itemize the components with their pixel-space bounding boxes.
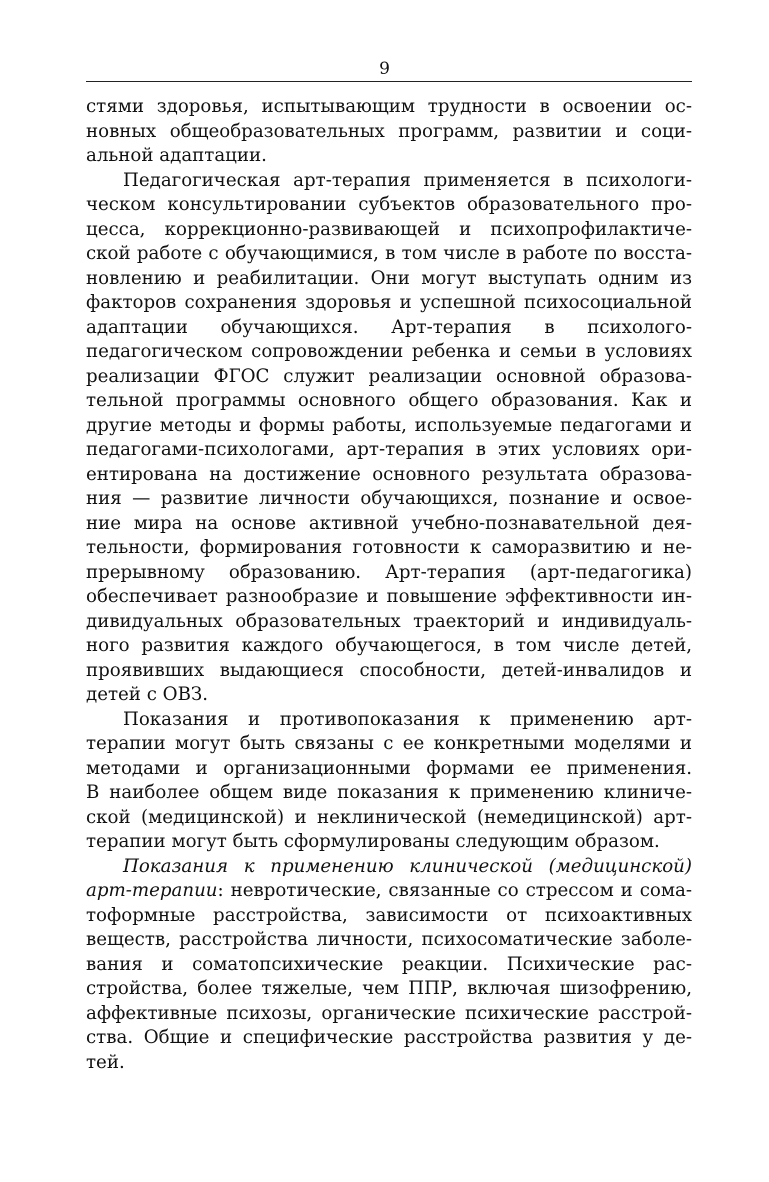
line-text: ской работе с обучающимися, в том числе в работе по восста-	[86, 243, 692, 264]
text-line	[86, 463, 692, 488]
text-line	[86, 879, 692, 904]
paragraph	[86, 169, 692, 708]
text-line	[86, 291, 692, 316]
line-text: тоформные расстройства, зависимости от психоактивных	[86, 904, 692, 926]
line-text: новлению и реабилитации. Они могут выступать одним из	[86, 267, 692, 289]
text-line	[86, 561, 692, 586]
line-text: обеспечивает разнообразие и повышение эффективности ин-	[86, 586, 692, 607]
line-text: тельной программы основного общего образования. Как и	[86, 390, 692, 411]
line-text: другие методы и формы работы, используемые педагогами и	[86, 414, 692, 436]
text-line	[86, 389, 692, 414]
text-line	[86, 487, 692, 512]
paragraph	[86, 95, 692, 169]
line-text: реализации ФГОС служит реализации основной образова-	[86, 365, 692, 387]
line-text: В наиболее общем виде показания к применению клиниче-	[86, 782, 692, 803]
line-text: ческом консультировании субъектов образовательного про-	[86, 194, 692, 215]
text-line	[86, 1002, 692, 1027]
text-line	[86, 928, 692, 953]
text-line	[86, 512, 692, 537]
text-line	[86, 144, 692, 169]
text-line	[86, 169, 692, 194]
page-number: 9	[379, 59, 390, 79]
line-text: адаптации обучающихся. Арт-терапия в психолого-	[86, 316, 692, 338]
text-line	[86, 708, 692, 733]
line-text: : невротические, связанные со стрессом и сома-	[217, 880, 692, 901]
line-text: детей с ОВЗ.	[86, 684, 209, 705]
line-text: вания и соматопсихические реакции. Психические рас-	[86, 953, 692, 975]
text-line	[86, 438, 692, 463]
text-line	[86, 340, 692, 365]
text-line	[86, 977, 692, 1002]
text-line	[86, 316, 692, 341]
line-text: ской (медицинской) и неклинической (немедицинской) арт-	[86, 806, 692, 828]
body-text	[86, 95, 692, 1075]
text-line	[86, 414, 692, 439]
line-text: веществ, расстройства личности, психосоматические заболе-	[86, 929, 692, 950]
line-text: терапии могут быть сформулированы следующим образом.	[86, 831, 660, 852]
text-line	[86, 267, 692, 292]
text-line	[86, 536, 692, 561]
text-line	[86, 953, 692, 978]
text-line	[86, 904, 692, 929]
line-text: педагогами-психологами, арт-терапия в этих условиях ори-	[86, 439, 692, 460]
text-line	[86, 757, 692, 782]
line-text: педагогическом сопровождении ребенка и семьи в условиях	[86, 341, 692, 362]
line-text: альной адаптации.	[86, 145, 267, 166]
paragraph	[86, 708, 692, 855]
line-text: методами и организационными формами ее применения.	[86, 757, 692, 779]
line-text: ства. Общие и специфические расстройства развития у де-	[86, 1027, 692, 1048]
text-line	[86, 732, 692, 757]
line-text: стройства, более тяжелые, чем ППР, включая шизофрению,	[86, 978, 692, 999]
line-text: Педагогическая арт-терапия применяется в психологи-	[123, 169, 692, 191]
text-line	[86, 830, 692, 855]
line-text: цесса, коррекционно-развивающей и психопрофилактиче-	[86, 218, 692, 240]
text-line	[86, 242, 692, 267]
line-text: тей.	[86, 1051, 125, 1073]
line-text: новных общеобразовательных программ, развитии и соци-	[86, 120, 692, 142]
line-text: проявивших выдающиеся способности, детей-инвалидов и	[86, 659, 692, 681]
text-line	[86, 218, 692, 243]
text-line	[86, 193, 692, 218]
text-line	[86, 634, 692, 659]
header-rule	[86, 81, 692, 82]
line-text: тельности, формирования готовности к саморазвитию и не-	[86, 537, 692, 558]
line-text: ния — развитие личности обучающихся, познание и освое-	[86, 488, 692, 509]
text-line	[86, 683, 692, 708]
line-text: факторов сохранения здоровья и успешной психосоциальной	[86, 292, 692, 313]
line-text: терапии могут быть связаны с ее конкретными моделями и	[86, 733, 692, 754]
line-text: аффективные психозы, органические психические расстрой-	[86, 1002, 692, 1024]
line-text: дивидуальных образовательных траекторий и индивидуаль-	[86, 610, 692, 632]
text-line	[86, 120, 692, 145]
paragraph	[86, 855, 692, 1076]
line-text: стями здоровья, испытывающим трудности в освоении ос-	[86, 96, 692, 117]
text-line	[86, 95, 692, 120]
line-text: прерывному образованию. Арт-терапия (арт-педагогика)	[86, 561, 692, 583]
text-line	[86, 365, 692, 390]
text-line	[86, 1051, 692, 1076]
text-line	[86, 659, 692, 684]
line-text: ного развития каждого обучающегося, в том числе детей,	[86, 635, 692, 656]
italic-heading: арт-терапии	[86, 880, 218, 901]
line-text: ентирована на достижение основного результата образова-	[86, 463, 692, 485]
text-line	[86, 806, 692, 831]
text-line	[86, 781, 692, 806]
text-line	[86, 855, 692, 880]
italic-heading: Показания к применению клинической (медицинской)	[123, 855, 692, 877]
line-text: ние мира на основе активной учебно-познавательной дея-	[86, 512, 692, 534]
text-line	[86, 1026, 692, 1051]
text-line	[86, 610, 692, 635]
text-line	[86, 585, 692, 610]
line-text: Показания и противопоказания к применению арт-	[123, 708, 692, 730]
